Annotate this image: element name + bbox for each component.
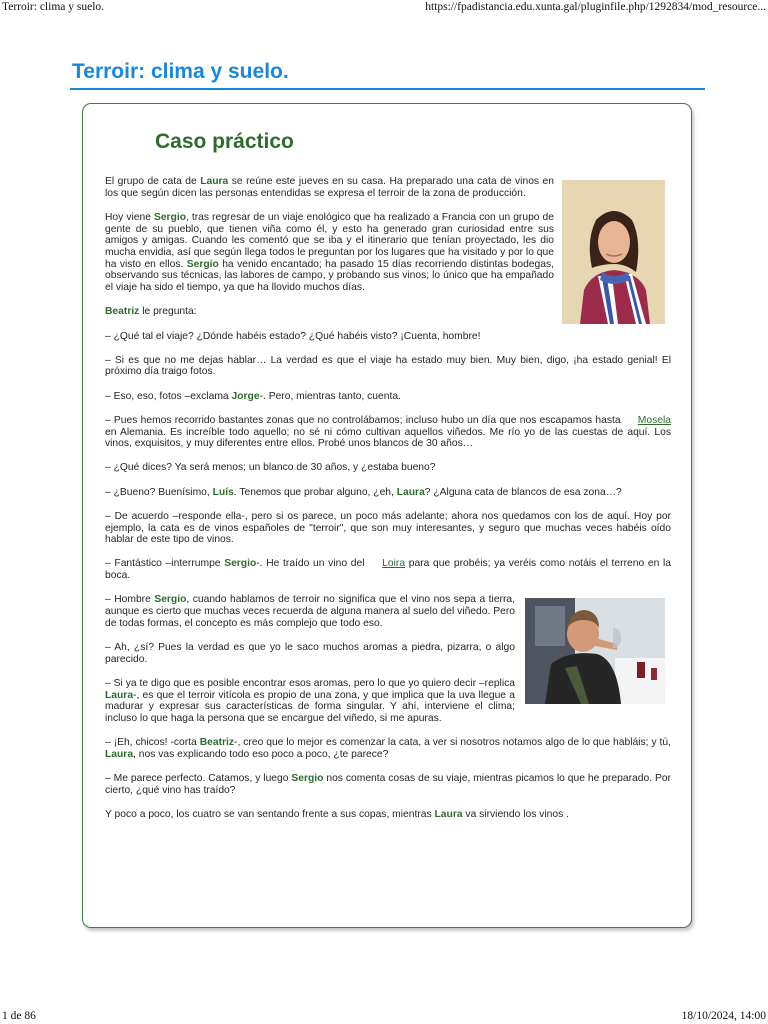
dialogue-line: – Ah, ¿sí? Pues la verdad es que yo le saco muchos aromas a piedra, pizarra, o algo parecido. (105, 641, 515, 665)
print-header (0, 0, 768, 16)
dialogue-line: – Me parece perfecto. Catamos, y luego Sergio nos comenta cosas de su viaje, mientras picamos lo que he preparado. Por cierto, ¿qué vino has traído? (105, 773, 671, 796)
character-name: Jorge (231, 390, 260, 402)
dialogue-line: – De acuerdo –responde ella-, pero si os parece, un poco más adelante; ahora nos quedamos con los de aquí. Hoy por ejemplo, la cata es de vinos españoles de "terroir", que son muy interesantes, y seguro que muchas veces habéis oído hablar de este tipo de vinos. (105, 510, 671, 546)
page-number: 1 de 86 (2, 1010, 36, 1022)
character-name: Beatriz (105, 306, 140, 318)
man-tasting-wine-photo-image (525, 598, 665, 704)
character-name: Laura (105, 748, 134, 760)
print-footer (0, 1009, 768, 1024)
dialogue-line: – Eso, eso, fotos –exclama Jorge-. Pero, mientras tanto, cuenta. (105, 390, 401, 402)
laura-portrait-photo (562, 180, 665, 324)
dialogue-line: – ¿Bueno? Buenísimo, Luís. Tenemos que probar alguno, ¿eh, Laura? ¿Alguna cata de blancos de esa zona…? (105, 486, 622, 498)
page-title: Terroir: clima y suelo. (72, 60, 289, 83)
character-name: Laura (105, 689, 134, 701)
print-header-url: https://fpadistancia.edu.xunta.gal/pluginfile.php/1292834/mod_resource... (425, 1, 766, 13)
dialogue-line: – Pues hemos recorrido bastantes zonas que no controlábamos; incluso hubo un día que nos escapamos hasta Mosela en Alemania. Es increíble todo aquello; no sé ni cómo cultivan aquellos viñedos. Me río yo de las cuestas de aquí. Los vinos, exquisitos, y muy diferentes entre ellos. Probé unos blancos de 30 años… (105, 414, 671, 450)
dialogue-line: – Si ya te digo que es posible encontrar esos aromas, pero lo que yo quiero decir –replica Laura-, es que el terroir vitícola es propio de una zona, y que implica que la uva llegue a madurar y expresar sus características de forma singular. Y ahí, interviene el clima; incluso lo que haga la persona que se encargue del viñedo, si me apuras. (105, 677, 515, 724)
glossary-link-loira[interactable]: Loira (382, 558, 406, 570)
dialogue-line: – ¡Eh, chicos! -corta Beatriz-, creo que lo mejor es comenzar la cata, a ver si nosotros notamos algo de lo que habláis; y tú, Laura, nos vas explicando todo eso poco a poco, ¿te parece? (105, 737, 671, 760)
title-underline-divider (70, 88, 705, 90)
character-name: Sergio (153, 211, 186, 223)
dialogue-line: – ¿Qué dices? Ya será menos; un blanco de 30 años, y ¿estaba bueno? (105, 462, 436, 474)
character-name: Luís (212, 486, 234, 498)
character-name: Sergio (186, 258, 219, 270)
dialogue-line: – ¿Qué tal el viaje? ¿Dónde habéis estado? ¿Qué habéis visto? ¡Cuenta, hombre! (105, 330, 481, 342)
sergio-tasting-photo (525, 598, 665, 704)
paragraph-intro: El grupo de cata de Laura se reúne este jueves en su casa. Ha preparado una cata de vinos en los que según dicen las personas entendidas se expresa el terroir de la zona de producción. (105, 176, 554, 199)
character-name: Laura (434, 809, 463, 821)
dialogue-line: – Fantástico –interrumpe Sergio-. He traído un vino del Loira para que probéis; ya veréis como notáis el terreno en la boca. (105, 558, 671, 582)
print-header-title: Terroir: clima y suelo. (2, 1, 105, 13)
paragraph-sergio-trip: Hoy viene Sergio, tras regresar de un viaje enológico que ha realizado a Francia con un grupo de gente de su pueblo, que tienen viña como él, y esto ha generado gran curiosidad entre sus amigos y amigas. Cuando les comentó que se iba y el itinerario que tenían proyectado, les dio mucha envidia, así que según llega todos le preguntan por los lugares que ha visitado y por lo que ha visto en ellos. Sergio ha venido encantado; ha pasado 15 días recorriendo distintas bodegas, observando sus técnicas, las labores de campo, y probando sus vinos; lo único que ha empañado el viaje ha sido el tiempo, ya que ha llovido muchos días. (105, 211, 554, 294)
case-study-content (105, 176, 671, 833)
dialogue-line: – Si es que no me dejas hablar… La verdad es que el viaje ha estado muy bien. Muy bien, digo, ¡ha estado genial! El próximo día traigo fotos. (105, 354, 671, 378)
print-datetime: 18/10/2024, 14:00 (681, 1010, 766, 1022)
character-name: Beatriz (199, 737, 235, 749)
dialogue-line: – Hombre Sergio, cuando hablamos de terroir no significa que el vino nos sepa a tierra, aunque es cierto que muchas veces recuerda de alguna manera al suelo del viñedo. Pero de todas formas, el concepto es más complejo que todo eso. (105, 594, 515, 629)
character-name: Sergio (224, 558, 257, 570)
case-study-heading: Caso práctico (155, 130, 294, 153)
paragraph-beatriz-asks: Beatriz le pregunta: (105, 306, 197, 318)
portrait-woman-photo-image (562, 180, 665, 324)
closing-paragraph: Y poco a poco, los cuatro se van sentando frente a sus copas, mientras Laura va sirviendo los vinos . (105, 809, 570, 821)
character-name: Laura (200, 176, 229, 187)
character-name: Sergio (291, 773, 324, 785)
character-name: Sergio (154, 594, 187, 606)
character-name: Laura (396, 486, 425, 498)
glossary-link-mosela[interactable]: Mosela (637, 414, 671, 426)
